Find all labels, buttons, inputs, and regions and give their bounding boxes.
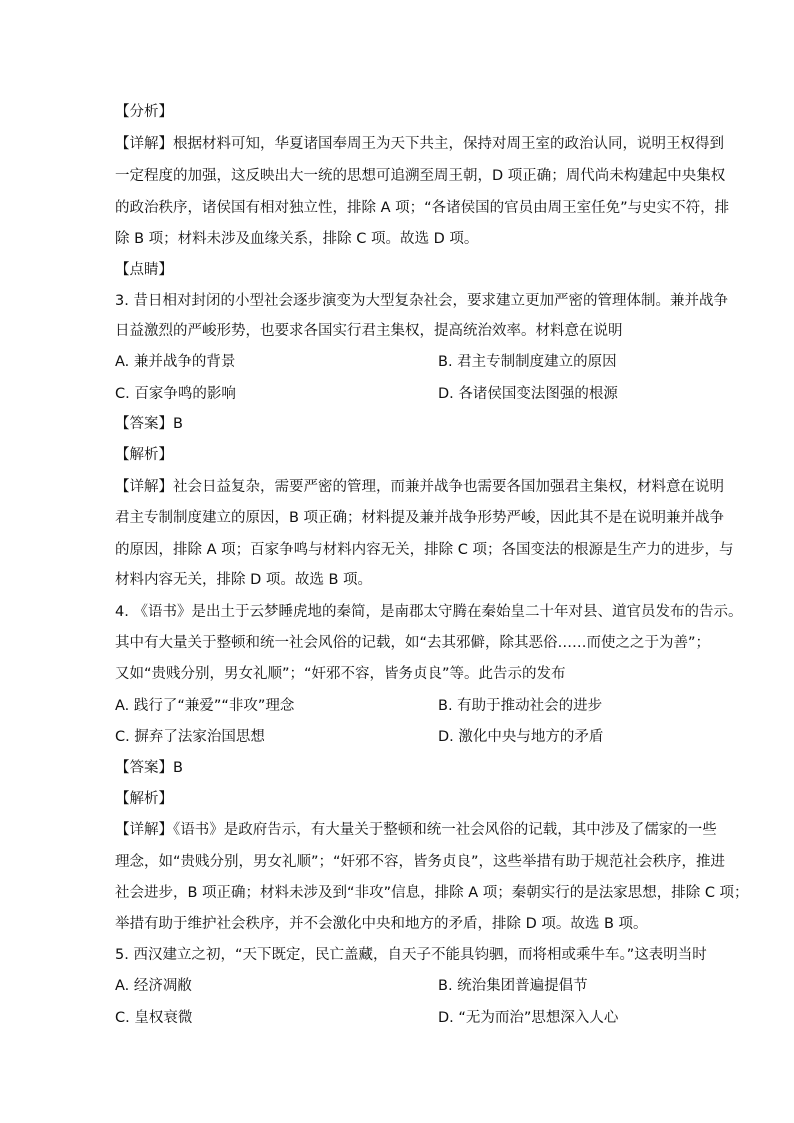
question-5-option-c: C. 皇权衰微 <box>115 1010 193 1026</box>
question-5-option-a: A. 经济凋敝 <box>115 978 192 994</box>
question-4-option-d: D. 激化中央与地方的矛盾 <box>438 729 604 745</box>
question-3-analysis-heading: 【解析】 <box>115 447 173 463</box>
question-3-option-b: B. 君主专制制度建立的原因 <box>438 354 617 370</box>
analysis-heading: 【分析】 <box>115 104 173 120</box>
question-3-option-a: A. 兼并战争的背景 <box>115 354 236 370</box>
question-3-stem: 3. 昔日相对封闭的小型社会逐步演变为大型复杂社会，要求建立更加严密的管理体制。兼并战争 <box>115 293 728 309</box>
question-4-option-c: C. 摒弃了法家治国思想 <box>115 729 265 745</box>
question-4-option-b: B. 有助于推动社会的进步 <box>438 698 603 714</box>
question-3-option-c: C. 百家争鸣的影响 <box>115 386 236 402</box>
question-4-stem: 又如“贵贱分别，男女礼顺”；“奸邪不容，皆务贞良”等。此告示的发布 <box>115 666 566 682</box>
comment-heading: 【点睛】 <box>115 262 173 278</box>
detail-paragraph-line: 除 B 项；材料未涉及血缘关系，排除 C 项。故选 D 项。 <box>115 231 479 247</box>
question-4-detail-line: 理念，如“贵贱分别，男女礼顺”；“奸邪不容，皆务贞良”，这些举措有助于规范社会秩序，推进 <box>115 854 726 870</box>
question-3-detail-line: 【详解】社会日益复杂，需要严密的管理，而兼并战争也需要各国加强君主集权，材料意在说明 <box>115 479 724 495</box>
question-3-detail-line: 的原因，排除 A 项；百家争鸣与材料内容无关，排除 C 项；各国变法的根源是生产力的进步，与 <box>115 542 734 558</box>
question-3-stem: 日益激烈的严峻形势，也要求各国实行君主集权，提高统治效率。材料意在说明 <box>115 323 623 339</box>
question-5-option-d: D. “无为而治”思想深入人心 <box>438 1010 619 1026</box>
question-4-detail-line: 【详解】《语书》是政府告示，有大量关于整顿和统一社会风俗的记载，其中涉及了儒家的一些 <box>115 822 717 838</box>
detail-paragraph-line: 【详解】根据材料可知，华夏诸国奉周王为天下共主，保持对周王室的政治认同，说明王权得到 <box>115 136 724 152</box>
question-5-option-b: B. 统治集团普遍提倡节 <box>438 978 588 994</box>
question-4-detail-line: 社会进步，B 项正确；材料未涉及到“非攻”信息，排除 A 项；秦朝实行的是法家思想，排除 C 项； <box>115 885 749 901</box>
question-5-stem: 5. 西汉建立之初，“天下既定，民亡盖藏，自天子不能具钧驷，而将相或乘牛车。”这表明当时 <box>115 947 707 963</box>
question-3-answer: 【答案】B <box>115 416 183 432</box>
question-4-answer: 【答案】B <box>115 760 183 776</box>
question-4-stem: 4. 《语书》是出土于云梦睡虎地的秦简，是南郡太守腾在秦始皇二十年对县、道官员发布的告示。 <box>115 604 743 620</box>
detail-paragraph-line: 一定程度的加强，这反映出大一统的思想可追溯至周王朝，D 项正确；周代尚未构建起中央集权 <box>115 168 726 184</box>
question-4-analysis-heading: 【解析】 <box>115 791 173 807</box>
question-4-detail-line: 举措有助于维护社会秩序，并不会激化中央和地方的矛盾，排除 D 项。故选 B 项。 <box>115 916 648 932</box>
question-3-detail-line: 材料内容无关，排除 D 项。故选 B 项。 <box>115 572 373 588</box>
question-4-stem: 其中有大量关于整顿和统一社会风俗的记载，如“去其邪僻，除其恶俗……而使之之于为善”； <box>115 635 711 651</box>
question-3-option-d: D. 各诸侯国变法图强的根源 <box>438 386 618 402</box>
question-4-option-a: A. 践行了“兼爱”“非攻”理念 <box>115 698 295 714</box>
detail-paragraph-line: 的政治秩序，诸侯国有相对独立性，排除 A 项；“各诸侯国的官员由周王室任免”与史实不符，排 <box>115 200 730 216</box>
question-3-detail-line: 君主专制制度建立的原因，B 项正确；材料提及兼并战争形势严峻，因此其不是在说明兼并战争 <box>115 510 725 526</box>
